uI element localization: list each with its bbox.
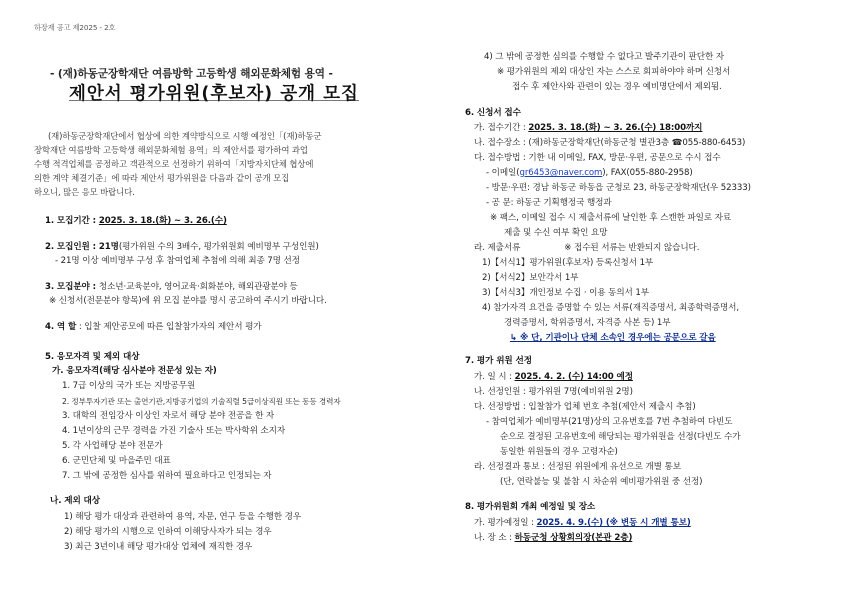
- eligibility-item: 7. 그 밖에 공정한 심사를 위하여 필요하다고 인정되는 자: [62, 471, 272, 481]
- eligibility-item: 5. 각 사업해당 분야 전문가: [62, 441, 163, 451]
- selection-method-detail: 순으로 결정된 고유번호에 해당되는 평가위원을 선정(다빈도 수가: [500, 432, 741, 442]
- application-official: - 공 문: 하동군 기획행정국 행정과: [486, 198, 612, 208]
- recruit-period-value: 2025. 3. 18.(화) ~ 3. 26.(수): [98, 216, 227, 226]
- exclusion-heading: 나. 제외 대상: [50, 496, 100, 506]
- committee-date: [474, 518, 691, 529]
- application-place: 나. 접수장소 : (재)하동군장학재단(하동군청 별관3층 ☎055-880-6453): [474, 138, 746, 148]
- announcement-subtitle: - (재)하동군장학재단 여름방학 고등학생 해외문화체험 용역 -: [50, 68, 333, 80]
- recruit-count-detail: (평가위원 수의 3배수, 평가위원회 예비명부 구성인원): [118, 242, 319, 252]
- application-period-label: 가. 접수기간 :: [474, 123, 529, 133]
- recruit-field-note: ※ 신청서(전문분야 항목)에 위 모집 분야를 명시 공고하여 주시기 바랍니다.: [49, 296, 327, 306]
- application-period: [474, 123, 702, 134]
- selection-method: 다. 선정방법 : 입찰참가 업체 번호 추첨(제안서 제출시 추첨): [474, 402, 696, 412]
- role: [45, 322, 262, 333]
- recruit-count-note: - 21명 이상 예비명부 구성 후 참여업체 추첨에 의해 최종 7명 선정: [55, 256, 300, 266]
- application-email: [486, 168, 693, 179]
- exclusion-item: 4) 그 밖에 공정한 심의를 수행할 수 없다고 발주기관이 판단한 자: [484, 52, 724, 62]
- eligibility-item: 1. 7급 이상의 국가 또는 지방공무원: [62, 381, 196, 391]
- selection-result-detail: (단, 연락불능 및 불참 시 차순위 예비평가위원 중 선정): [500, 477, 703, 487]
- selection-datetime-label: 가. 일 시 :: [474, 372, 515, 382]
- selection-method-detail: 동일한 위원들의 경우 고령자순): [500, 447, 618, 457]
- committee-heading: 8. 평가위원회 개최 예정일 및 장소: [465, 502, 596, 512]
- committee-place-label: 나. 장 소 :: [474, 533, 515, 543]
- role-value: : 입찰 제안공모에 따른 입찰참가자의 제안서 평가: [78, 322, 262, 332]
- selection-datetime: [474, 372, 633, 383]
- selection-count: 나. 선정인원 : 평가위원 7명(예비위원 2명): [474, 387, 633, 397]
- eligibility-item: 6. 군민단체 및 마을주민 대표: [62, 456, 171, 466]
- recruit-count-label: 2. 모집인원 :: [45, 242, 99, 252]
- document-item: 2)【서식2】보안각서 1부: [482, 273, 579, 283]
- recruit-field-value: 청소년·교육분야, 영어교육·회화분야, 해외관광분야 등: [98, 282, 298, 292]
- committee-date-value: 2025. 4. 9.(수) (※ 변동 시 개별 통보): [536, 518, 691, 528]
- email-suffix: ), FAX(055-880-2958): [602, 168, 693, 178]
- recruit-field-label: 3. 모집분야 :: [45, 282, 99, 292]
- exclusion-note: ※ 평가위원의 제외 대상인 자는 스스로 회피하야야 하며 신청서: [497, 67, 731, 77]
- document-item: 1)【서식1】평가위원(후보자) 등록신청서 1부: [482, 258, 654, 268]
- org-note: ↳ ※ 단, 기관이나 단체 소속인 경우에는 공문으로 갈음: [510, 333, 716, 343]
- eligibility-sub-heading: 가. 응모자격(해당 심사분야 전문성 있는 자): [52, 366, 217, 376]
- announcement-title: 제안서 평가위원(후보자) 공개 모집: [69, 84, 359, 104]
- committee-place: [474, 533, 632, 544]
- selection-result: 라. 선정결과 통보 : 선정된 위원에게 유선으로 개별 통보: [474, 462, 681, 472]
- document-item: 3)【서식3】개인정보 수집 · 이용 동의서 1부: [482, 288, 649, 298]
- recruit-count-value: 21명: [98, 242, 119, 252]
- selection-method-detail: - 참여업체가 예비명부(21명)상의 고유번호를 7번 추첨하여 다빈도: [486, 417, 733, 427]
- intro-line: 하오니, 많은 응모 바랍니다.: [34, 187, 135, 197]
- exclusion-item: 2) 해당 평가의 시행으로 인하여 이해당사자가 되는 경우: [64, 527, 272, 537]
- role-label: 4. 역 할: [45, 322, 77, 332]
- eligibility-item: 2. 정부투자기관 또는 출연기관,지방공기업의 기술직렬 5급이상직원 또는 동등 경력자: [62, 397, 341, 406]
- committee-place-value: 하동군청 상황회의장(본관 2층): [514, 533, 633, 543]
- intro-line: 수행 적격업체를 공정하고 객관적으로 선정하기 위하여「지방자치단체 협상에: [34, 159, 314, 169]
- fax-note: 제출 및 수신 여부 확인 요망: [504, 228, 608, 238]
- exclusion-item: 3) 최근 3년이내 해당 평가대상 업체에 재직한 경우: [64, 542, 253, 552]
- documents-note: ※ 접수된 서류는 반환되지 않습니다.: [564, 243, 700, 253]
- notice-number: 하장재 공고 제2025 - 2호: [34, 23, 116, 32]
- eligibility-item: 3. 대학의 전임강사 이상인 자로서 해당 분야 전공을 한 자: [62, 411, 275, 421]
- eligibility-heading: 5. 응모자격 및 제외 대상: [45, 352, 140, 362]
- selection-heading: 7. 평가 위원 선정: [465, 356, 532, 366]
- documents-heading: [474, 243, 699, 254]
- recruit-field: [45, 282, 298, 293]
- intro-line: 장학재단 여름방학 고등학생 해외문화체험 용역」의 제안서를 평가하여 과업: [34, 145, 308, 155]
- committee-date-label: 가. 평가예정일 :: [474, 518, 537, 528]
- exclusion-note: 접수 후 제안사와 관련이 있는 경우 예비명단에서 제외됨.: [512, 82, 722, 92]
- email-link[interactable]: gr6453@naver.com: [519, 168, 603, 178]
- selection-datetime-value: 2025. 4. 2. (수) 14:00 예정: [514, 372, 633, 382]
- intro-line: 의한 계약 체결기준」에 따라 제안서 평가위원을 다음과 같이 공개 모집: [34, 173, 290, 183]
- exclusion-item: 1) 해당 평가 대상과 관련하여 용역, 자문, 연구 등을 수행한 경우: [64, 512, 302, 522]
- application-heading: 6. 신청서 접수: [465, 108, 521, 118]
- recruit-count: [45, 242, 319, 253]
- recruit-period: [45, 216, 227, 227]
- email-prefix: - 이메일(: [486, 168, 520, 178]
- application-visit: - 방문·우편: 경남 하동군 하동읍 군청로 23, 하동군장학재단(우 52333): [486, 183, 751, 193]
- fax-note: ※ 팩스, 이메일 접수 시 제출서류에 날인한 후 스캔한 파일로 자료: [490, 213, 732, 223]
- document-item: 4) 참가자격 요건을 증명할 수 있는 서류(재직증명서, 최종학력증명서,: [482, 303, 740, 313]
- eligibility-item: 4. 1년이상의 근무 경력을 가진 기술사 또는 박사학위 소지자: [62, 426, 286, 436]
- application-period-value: 2025. 3. 18.(화) ~ 3. 26.(수) 18:00까지: [528, 123, 703, 133]
- intro-line: (재)하동군장학재단에서 협상에 의한 계약방식으로 시행 예정인「(재)하동군: [48, 131, 322, 141]
- application-method: 다. 접수방법 : 기한 내 이메일, FAX, 방문·우편, 공문으로 수시 접수: [474, 153, 721, 163]
- document-item: 경력증명서, 학위증명서, 자격증 사본 등) 1부: [504, 318, 671, 328]
- recruit-period-label: 1. 모집기간 :: [45, 216, 99, 226]
- documents-label: 라. 제출서류: [474, 243, 521, 253]
